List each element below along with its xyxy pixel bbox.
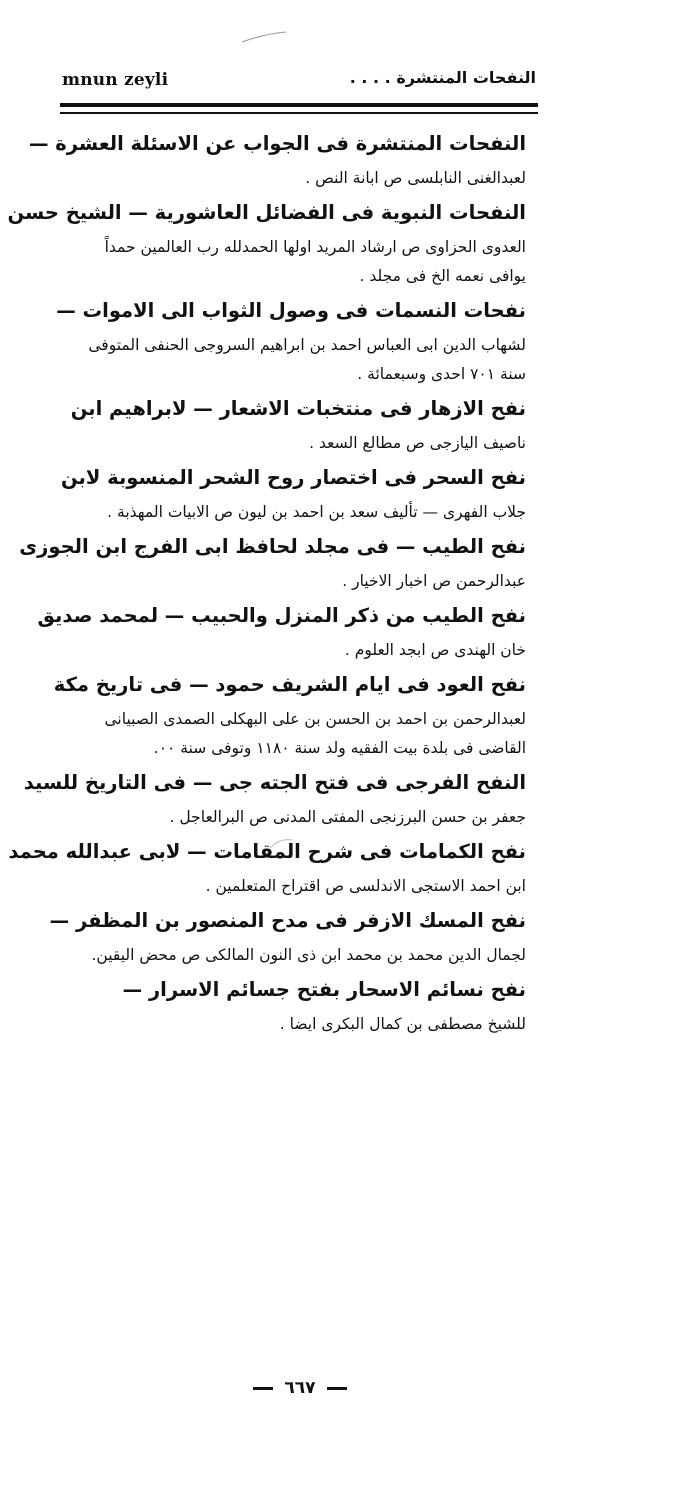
entry bbox=[7, 193, 526, 291]
entry bbox=[60, 458, 526, 527]
entry-title: نفحات النسمات فى وصول الثواب الى الاموات — bbox=[56, 299, 526, 322]
entry-title: نفح العود فى ايام الشريف حمود — فى تاريخ مكة bbox=[53, 673, 526, 696]
page-number-dash bbox=[327, 1387, 347, 1390]
scan-mark bbox=[240, 30, 288, 44]
entry-body: لجمال الدين محمد بن محمد ابن ذى النون المالكى ص محض اليقين. bbox=[91, 946, 526, 964]
entry bbox=[28, 124, 526, 193]
entry-body: لشهاب الدين ابى العباس احمد بن ابراهيم السروجى الحنفى المتوفى سنة ٧٠١ احدى وسبعمائة . bbox=[88, 336, 526, 383]
entry-body: جعفر بن حسن البرزنجى المفتى المدنى ص البرالعاجل . bbox=[169, 808, 526, 826]
entry bbox=[56, 291, 526, 389]
page-number-value: ٦٦٧ bbox=[284, 1378, 316, 1398]
header-rule-thick bbox=[60, 103, 538, 107]
entry-title: النفحات المنتشرة فى الجواب عن الاسئلة العشرة — bbox=[28, 132, 526, 155]
entry-title: النفحات النبوية فى الفضائل العاشورية — الشيخ حسن bbox=[7, 201, 526, 224]
entry bbox=[53, 665, 526, 763]
entry bbox=[70, 389, 526, 458]
entry bbox=[49, 901, 526, 970]
entry-title: نفح الطيب — فى مجلد لحافظ ابى الفرج ابن الجوزى bbox=[19, 535, 526, 558]
page-number bbox=[0, 1378, 600, 1398]
entry-title: نفح الكمامات فى شرح المقامات — لابى عبدالله محمد bbox=[8, 840, 526, 863]
entry-body: لعبدالرحمن بن احمد بن الحسن بن على البهكلى الصمدى الصبيانى القاضى فى بلدة بيت الفقيه ولد سنة ١١٨٠ وتوفى سنة ٠٠. bbox=[104, 710, 526, 757]
entry bbox=[8, 832, 526, 901]
entry bbox=[19, 527, 526, 596]
entry-body: لعبدالغنى النابلسى ص ابانة النص . bbox=[305, 169, 526, 187]
page-number-dash bbox=[253, 1387, 273, 1390]
entry bbox=[37, 596, 526, 665]
header-rule-thin bbox=[60, 112, 538, 114]
scan-smudge bbox=[268, 836, 294, 850]
entry bbox=[70, 970, 526, 1039]
entry-title: نفح الطيب من ذكر المنزل والحبيب — لمحمد صديق bbox=[37, 604, 526, 627]
entry-title: نفح الازهار فى منتخبات الاشعار — لابراهيم ابن bbox=[70, 397, 526, 420]
entry-body: ناصيف اليازجى ص مطالع السعد . bbox=[309, 434, 526, 452]
entry-list bbox=[7, 124, 526, 1039]
entry-body: ابن احمد الاستجى الاندلسى ص اقتراح المتعلمين . bbox=[205, 877, 526, 895]
entry-body: العدوى الحزاوى ص ارشاد المريد اولها الحمدلله رب العالمين حمداً يوافى نعمه الخ فى مجلد . bbox=[104, 238, 526, 285]
header-running-title: النفحات المنتشرة . . . . bbox=[349, 68, 536, 87]
entry-body: جلاب الفهرى — تأليف سعد بن احمد بن ليون ص الابيات المهذبة . bbox=[107, 503, 526, 521]
header-left-label: mnun zeyli bbox=[62, 70, 169, 90]
entry bbox=[23, 763, 526, 832]
entry-body: للشيخ مصطفى بن كمال البكرى ايضا . bbox=[279, 1015, 526, 1033]
entry-title: نفح المسك الازفر فى مدح المنصور بن المظفر — bbox=[49, 909, 526, 932]
entry-title: النفح الفرجى فى فتح الجته جى — فى التاريخ للسيد bbox=[23, 771, 526, 794]
entry-title: نفح نسائم الاسحار بفتح جسائم الاسرار — bbox=[122, 978, 526, 1001]
entry-body: عبدالرحمن ص اخبار الاخيار . bbox=[342, 572, 526, 590]
entry-title: نفح السحر فى اختصار روح الشحر المنسوبة لابن bbox=[60, 466, 526, 489]
entry-body: خان الهندى ص ابجد العلوم . bbox=[344, 641, 526, 659]
